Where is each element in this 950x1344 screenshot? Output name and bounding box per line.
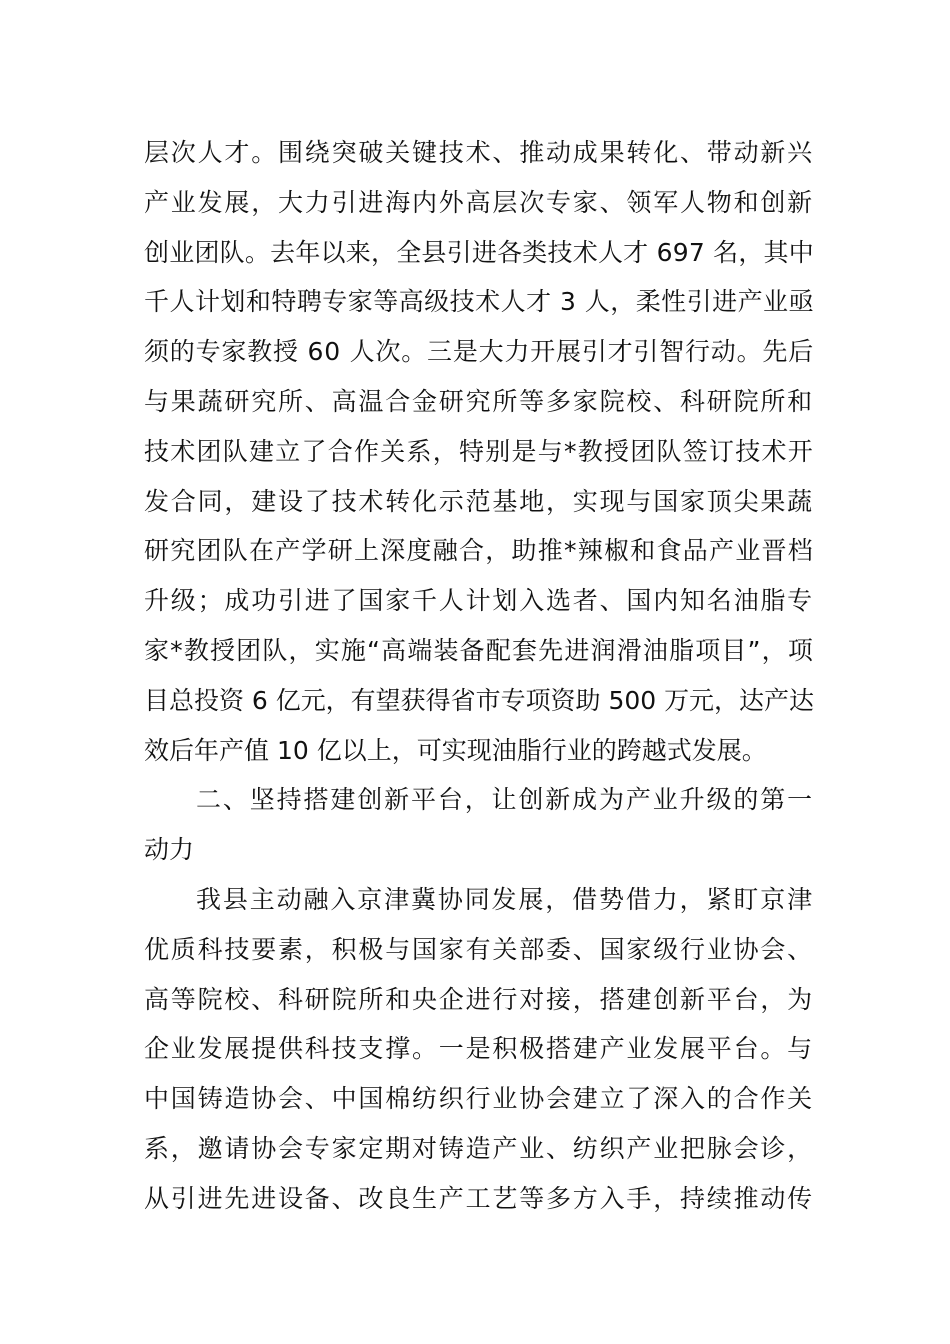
- text-line: 中国铸造协会、中国棉纺织行业协会建立了深入的合作关: [144, 1084, 814, 1114]
- text-line: 系，邀请协会专家定期对铸造产业、纺织产业把脉会诊，: [144, 1133, 814, 1163]
- text-line: 目总投资 6 亿元，有望获得省市专项资助 500 万元，达产达: [144, 685, 814, 715]
- text-line: 层次人才。围绕突破关键技术、推动成果转化、带动新兴: [144, 138, 814, 167]
- text-line: 升级；成功引进了国家千人计划入选者、国内知名油脂专: [144, 586, 814, 616]
- text-line: 从引进先进设备、改良生产工艺等多方入手，持续推动传: [144, 1183, 814, 1213]
- text-line: 产业发展，大力引进海内外高层次专家、领军人物和创新: [144, 187, 814, 217]
- text-line: 优质科技要素，积极与国家有关部委、国家级行业协会、: [144, 934, 814, 964]
- text-line: 创业团队。去年以来，全县引进各类技术人才 697 名，其中: [144, 237, 814, 267]
- text-line: 高等院校、科研院所和央企进行对接，搭建创新平台，为: [144, 984, 814, 1014]
- text-line: 与果蔬研究所、高温合金研究所等多家院校、科研院所和: [144, 386, 814, 416]
- text-line: 效后年产值 10 亿以上，可实现油脂行业的跨越式发展。: [144, 735, 767, 765]
- section-heading: 二、坚持搭建创新平台，让创新成为产业升级的第一: [196, 785, 814, 815]
- text-line: 家*教授团队，实施“高端装备配套先进润滑油脂项目”，项: [144, 635, 814, 665]
- text-line: 千人计划和特聘专家等高级技术人才 3 人，柔性引进产业亟: [144, 287, 814, 317]
- text-line: 技术团队建立了合作关系，特别是与*教授团队签订技术开: [144, 436, 814, 466]
- text-line: 我县主动融入京津冀协同发展，借势借力，紧盯京津: [196, 884, 814, 914]
- text-line: 企业发展提供科技支撑。一是积极搭建产业发展平台。与: [144, 1034, 814, 1064]
- text-line: 发合同，建设了技术转化示范基地，实现与国家顶尖果蔬: [144, 486, 814, 516]
- text-line: 研究团队在产学研上深度融合，助推*辣椒和食品产业晋档: [144, 536, 814, 566]
- text-line: 须的专家教授 60 人次。三是大力开展引才引智行动。先后: [144, 337, 814, 367]
- body-text: [144, 128, 814, 1224]
- section-heading-continued: 动力: [144, 835, 195, 865]
